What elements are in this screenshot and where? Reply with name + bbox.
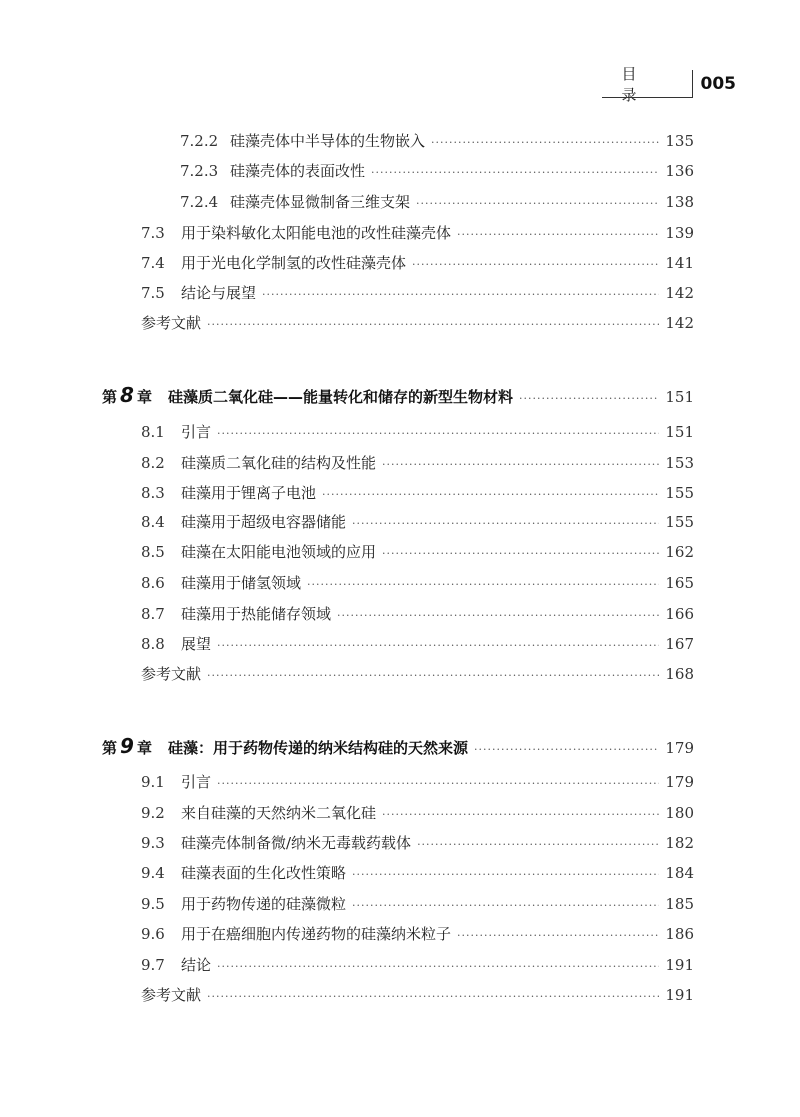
entry-page: 168 <box>665 665 694 683</box>
leader-dots <box>416 192 659 216</box>
entry-page: 184 <box>665 864 694 882</box>
entry-number: 8.7 <box>141 605 165 623</box>
entry-title: 来自硅藻的天然纳米二氧化硅 <box>181 804 377 822</box>
toc-entry[interactable] <box>141 221 694 245</box>
toc-entry[interactable] <box>141 451 694 475</box>
leader-dots <box>217 772 659 796</box>
entry-page: 141 <box>665 254 694 272</box>
toc-entry[interactable] <box>141 251 694 275</box>
leader-dots <box>217 422 659 446</box>
running-header <box>608 65 737 104</box>
entry-number: 9.5 <box>141 895 165 913</box>
toc-entry[interactable] <box>141 481 694 505</box>
leader-dots <box>431 131 659 155</box>
leader-dots <box>457 924 659 948</box>
entry-number: 9.7 <box>141 956 165 974</box>
toc-entry[interactable] <box>141 801 694 825</box>
toc-entry[interactable] <box>141 953 694 977</box>
entry-page: 182 <box>665 834 694 852</box>
entry-title: 用于光电化学制氢的改性硅藻壳体 <box>181 254 407 272</box>
entry-title: 硅藻用于锂离子电池 <box>181 484 317 502</box>
leader-dots <box>207 985 659 1009</box>
entry-page: 186 <box>665 925 694 943</box>
leader-dots <box>352 894 659 918</box>
toc-entry[interactable] <box>141 632 694 656</box>
entry-title: 用于药物传递的硅藻微粒 <box>181 895 347 913</box>
entry-title: 硅藻质二氧化硅的结构及性能 <box>181 454 377 472</box>
entry-number: 8.1 <box>141 423 165 441</box>
leader-dots <box>382 542 659 566</box>
leader-dots <box>337 604 659 628</box>
chapter-label: 第 9 章 <box>102 734 152 758</box>
entry-number: 8.3 <box>141 484 165 502</box>
section-label: 目 录 <box>608 70 693 98</box>
toc-entry[interactable] <box>180 159 694 183</box>
entry-number: 8.8 <box>141 635 165 653</box>
entry-number: 7.4 <box>141 254 165 272</box>
entry-title: 硅藻用于储氢领域 <box>181 574 302 592</box>
entry-title: 硅藻表面的生化改性策略 <box>181 864 347 882</box>
entry-title: 硅藻壳体中半导体的生物嵌入 <box>230 132 426 150</box>
entry-title: 结论与展望 <box>181 284 257 302</box>
leader-dots <box>322 483 659 507</box>
entry-page: 136 <box>665 162 694 180</box>
entry-page: 180 <box>665 804 694 822</box>
entry-page: 185 <box>665 895 694 913</box>
leader-dots <box>382 803 659 827</box>
page-number: 005 <box>700 74 736 94</box>
entry-number: 9.1 <box>141 773 165 791</box>
entry-number: 8.4 <box>141 513 165 531</box>
toc-entry-references[interactable] <box>141 662 694 686</box>
toc-entry[interactable] <box>141 831 694 855</box>
leader-dots <box>262 283 659 307</box>
entry-page: 167 <box>665 635 694 653</box>
chapter-heading-9[interactable] <box>102 732 694 760</box>
entry-title: 硅藻用于超级电容器储能 <box>181 513 347 531</box>
leader-dots <box>519 385 659 413</box>
leader-dots <box>371 161 659 185</box>
chapter-title: 硅藻：用于药物传递的纳米结构硅的天然来源 <box>167 739 468 757</box>
entry-page: 191 <box>665 956 694 974</box>
toc-entry[interactable] <box>141 571 694 595</box>
entry-page: 142 <box>665 284 694 302</box>
entry-number: 8.5 <box>141 543 165 561</box>
entry-page: 166 <box>665 605 694 623</box>
chapter-page: 151 <box>665 388 694 406</box>
toc-entry[interactable] <box>141 861 694 885</box>
entry-title: 硅藻壳体显微制备三维支架 <box>230 193 411 211</box>
entry-page: 142 <box>665 314 694 332</box>
entry-page: 138 <box>665 193 694 211</box>
entry-number: 9.6 <box>141 925 165 943</box>
entry-title: 参考文献 <box>141 314 202 332</box>
entry-number: 9.3 <box>141 834 165 852</box>
entry-number: 8.6 <box>141 574 165 592</box>
entry-page: 153 <box>665 454 694 472</box>
toc-entry[interactable] <box>141 281 694 305</box>
toc-entry[interactable] <box>141 770 694 794</box>
leader-dots <box>352 863 659 887</box>
entry-page: 139 <box>665 224 694 242</box>
entry-number: 7.2.4 <box>180 193 219 211</box>
entry-number: 9.4 <box>141 864 165 882</box>
leader-dots <box>382 453 659 477</box>
leader-dots <box>217 955 659 979</box>
toc-entry[interactable] <box>141 922 694 946</box>
chapter-label: 第 8 章 <box>102 383 152 407</box>
entry-number: 7.3 <box>141 224 165 242</box>
toc-entry[interactable] <box>141 540 694 564</box>
entry-title: 引言 <box>181 423 212 441</box>
entry-title: 引言 <box>181 773 212 791</box>
toc-entry[interactable] <box>180 190 694 214</box>
entry-title: 用于在癌细胞内传递药物的硅藻纳米粒子 <box>181 925 452 943</box>
entry-page: 155 <box>665 484 694 502</box>
entry-title: 硅藻壳体的表面改性 <box>230 162 366 180</box>
entry-number: 7.2.3 <box>180 162 219 180</box>
leader-dots <box>207 313 659 337</box>
entry-page: 191 <box>665 986 694 1004</box>
toc-entry[interactable] <box>141 892 694 916</box>
entry-page: 179 <box>665 773 694 791</box>
chapter-title: 硅藻质二氧化硅——能量转化和储存的新型生物材料 <box>167 388 513 406</box>
entry-number: 7.5 <box>141 284 165 302</box>
entry-number: 7.2.2 <box>180 132 219 150</box>
entry-title: 结论 <box>181 956 212 974</box>
toc-entry-references[interactable] <box>141 311 694 335</box>
entry-title: 硅藻用于热能储存领域 <box>181 605 332 623</box>
chapter-heading-8[interactable] <box>102 381 694 409</box>
leader-dots <box>207 664 659 688</box>
toc-entry[interactable] <box>180 129 694 153</box>
leader-dots <box>307 573 659 597</box>
toc-entry[interactable] <box>141 420 694 444</box>
entry-number: 8.2 <box>141 454 165 472</box>
leader-dots <box>474 736 659 764</box>
entry-title: 用于染料敏化太阳能电池的改性硅藻壳体 <box>181 224 452 242</box>
entry-title: 参考文献 <box>141 986 202 1004</box>
entry-title: 展望 <box>181 635 212 653</box>
entry-page: 155 <box>665 513 694 531</box>
leader-dots <box>457 223 659 247</box>
leader-dots <box>352 512 659 536</box>
leader-dots <box>412 253 659 277</box>
leader-dots <box>217 634 659 658</box>
toc-entry-references[interactable] <box>141 983 694 1007</box>
entry-title: 参考文献 <box>141 665 202 683</box>
entry-title: 硅藻壳体制备微/纳米无毒载药载体 <box>181 834 412 852</box>
leader-dots <box>417 833 659 857</box>
entry-number: 9.2 <box>141 804 165 822</box>
entry-page: 165 <box>665 574 694 592</box>
entry-page: 151 <box>665 423 694 441</box>
toc-entry[interactable] <box>141 510 694 534</box>
entry-page: 162 <box>665 543 694 561</box>
entry-page: 135 <box>665 132 694 150</box>
toc-entry[interactable] <box>141 602 694 626</box>
chapter-page: 179 <box>665 739 694 757</box>
entry-title: 硅藻在太阳能电池领域的应用 <box>181 543 377 561</box>
